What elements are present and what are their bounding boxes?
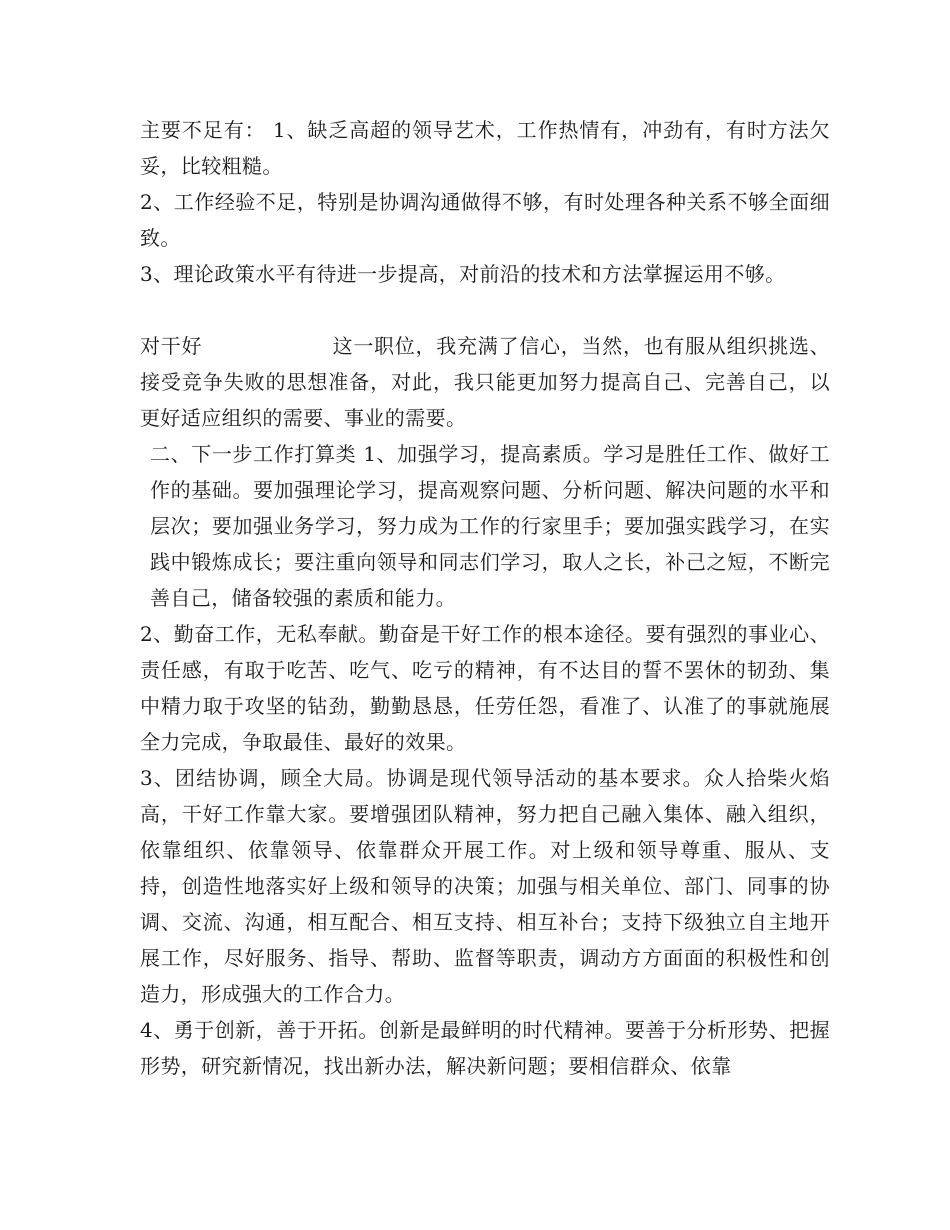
paragraph-shortcomings: 主要不足有： 1、缺乏高超的领导艺术，工作热情有，冲劲有，有时方法欠妥，比较粗糙。 <box>140 118 830 178</box>
document-body <box>140 112 830 1084</box>
paragraph-innovation: 4、勇于创新，善于开拓。创新是最鲜明的时代精神。要善于分析形势、把握形势，研究新情况，找出新办法，解决新问题；要相信群众、依靠 <box>140 1018 830 1078</box>
paragraph-diligence: 2、勤奋工作，无私奉献。勤奋是干好工作的根本途径。要有强烈的事业心、责任感，有取于吃苦、吃气、吃亏的精神，有不达目的誓不罢休的韧劲、集中精力取于攻坚的钻劲，勤勤恳恳，任劳任怨，看准了、认准了的事就施展全力完成，争取最佳、最好的效果。 <box>140 622 830 754</box>
paragraph-shortcoming-2: 2、工作经验不足，特别是协调沟通做得不够，有时处理各种关系不够全面细致。 <box>140 190 830 250</box>
paragraph-next-steps: 二、下一步工作打算类 1、加强学习，提高素质。学习是胜任工作、做好工作的基础。要加强理论学习，提高观察问题、分析问题、解决问题的水平和层次；要加强业务学习，努力成为工作的行家里手；要加强实践学习，在实践中锻炼成长；要注重向领导和同志们学习，取人之长，补己之短，不断完善自己，储备较强的素质和能力。 <box>150 442 830 610</box>
paragraph-confidence-start: 对干好 <box>140 334 203 358</box>
blank-line <box>140 292 830 328</box>
paragraph-confidence-rest: 这一职位，我充满了信心，当然，也有服从组织挑选、接受竞争失败的思想准备，对此，我只能更加努力提高自己、完善自己，以更好适应组织的需要、事业的需要。 <box>140 334 831 430</box>
paragraph-confidence <box>140 328 830 436</box>
paragraph-coordination: 3、团结协调，顾全大局。协调是现代领导活动的基本要求。众人拾柴火焰高，干好工作靠大家。要增强团队精神，努力把自己融入集体、融入组织，依靠组织、依靠领导、依靠群众开展工作。对上级和领导尊重、服从、支持，创造性地落实好上级和领导的决策；加强与相关单位、部门、同事的协调、交流、沟通，相互配合、相互支持、相互补台；支持下级独立自主地开展工作，尽好服务、指导、帮助、监督等职责，调动方方面面的积极性和创造力，形成强大的工作合力。 <box>140 766 830 1006</box>
paragraph-shortcoming-3: 3、理论政策水平有待进一步提高，对前沿的技术和方法掌握运用不够。 <box>140 262 786 286</box>
